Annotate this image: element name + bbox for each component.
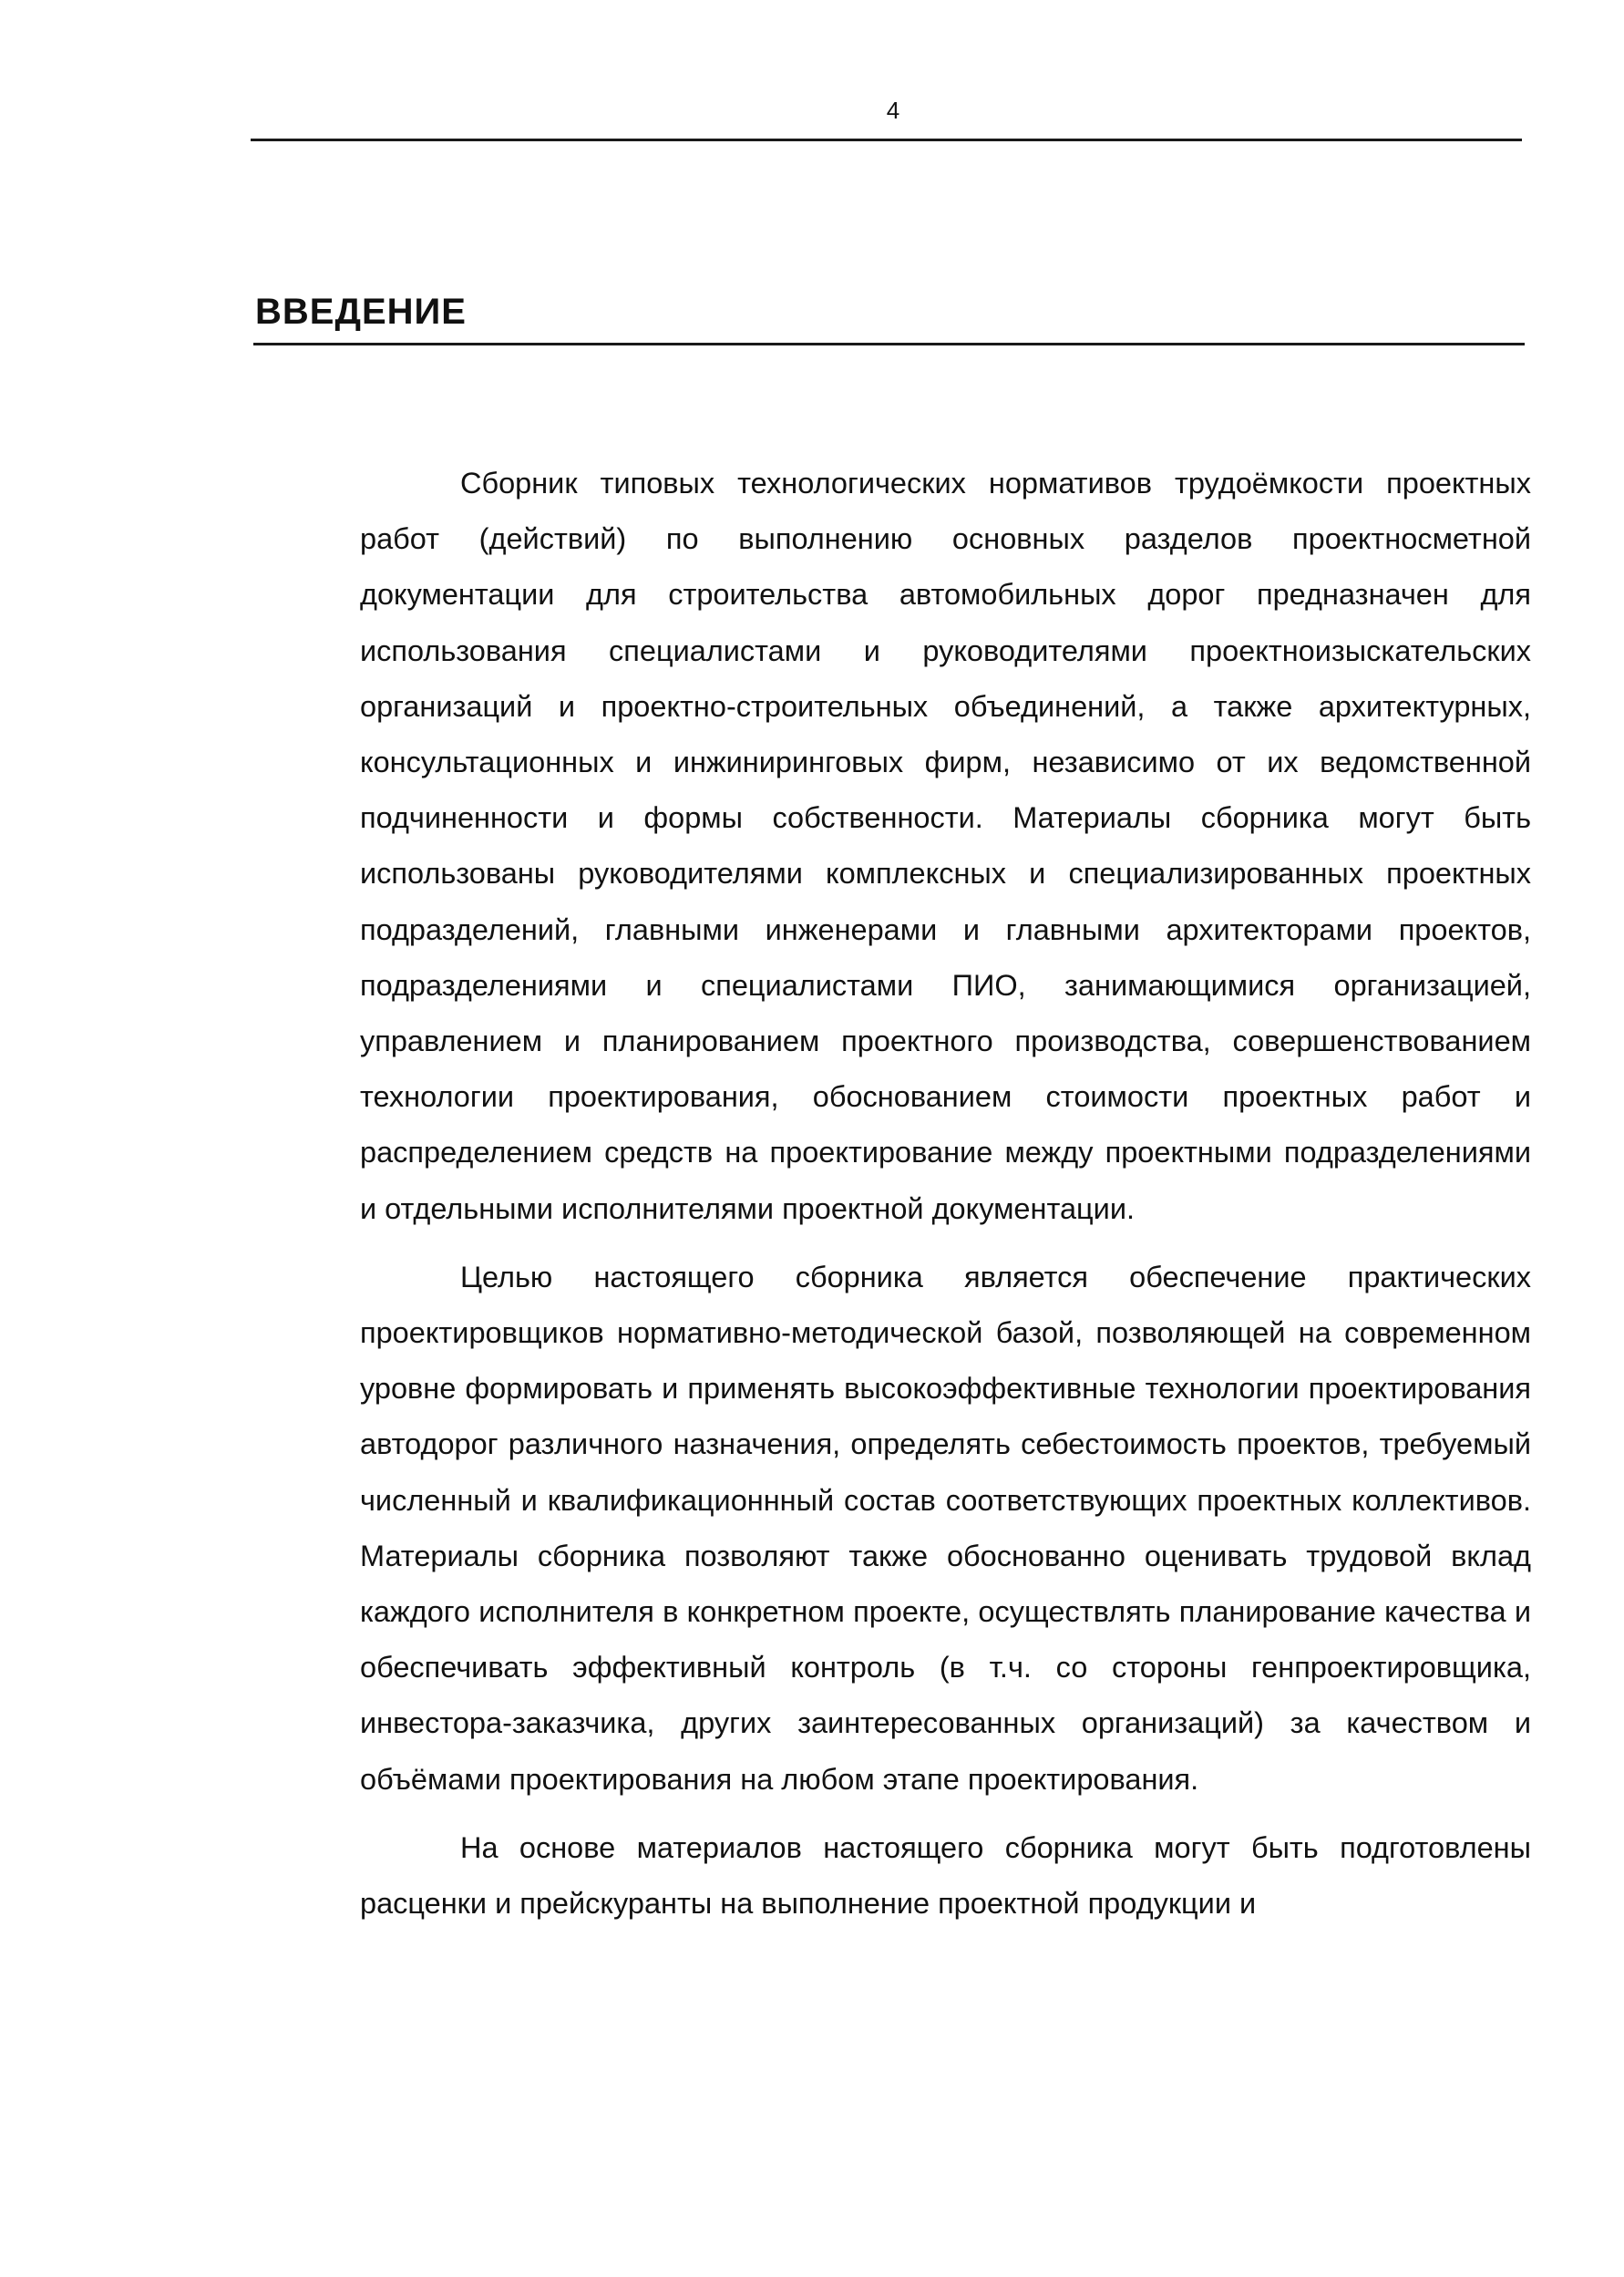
paragraph-3: На основе материалов настоящего сборника могут быть подготовлены расценки и прейскуранты на выполнение проектной продукции и [360, 1830, 1531, 1921]
header-rule [251, 139, 1522, 141]
paragraph-1: Сборник типовых технологических нормативов трудоёмкости проектных работ (действий) по выполнению основных разделов проектносметной документации для строительства автомобильных дорог предназначен для использования специалистами и руководителями проектноизыскательских организаций и проектно-строительных объединений, а также архитектурных, консультационных и инжиниринговых фирм, независимо от их ведомственной подчиненности и формы собственности. Материалы сборника могут быть использованы руководителями комплексных и специализированных проектных подразделений, главными инженерами и главными архитекторами проектов, подразделениями и специалистами ПИО, занимающимися организацией, управлением и планированием проектного производства, совершенствованием технологии проектирования, обоснованием стоимости проектных работ и распределением средств на проектирование между проектными подразделениями и отдельными исполнителями проектной документации. [360, 467, 1531, 1225]
page-number: 4 [886, 97, 900, 124]
section-heading: ВВЕДЕНИЕ [255, 292, 467, 332]
paragraph-2: Целью настоящего сборника является обеспечение практических проектировщиков нормативно-методической базой, позволяющей на современном уровне формировать и применять высокоэффективные технологии проектирования автодорог различного назначения, определять себестоимость проектов, требуемый численный и квалификационнный состав соответствующих проектных коллективов. Материалы сборника позволяют также обоснованно оценивать трудовой вклад каждого исполнителя в конкретном проекте, осуществлять планирование качества и обеспечивать эффективный контроль (в т.ч. со стороны генпроектировщика, инвестора-заказчика, других заинтересованных организаций) за качеством и объёмами проектирования на любом этапе проектирования. [360, 1260, 1531, 1796]
body-text [360, 456, 1531, 1932]
heading-underline [253, 343, 1525, 345]
